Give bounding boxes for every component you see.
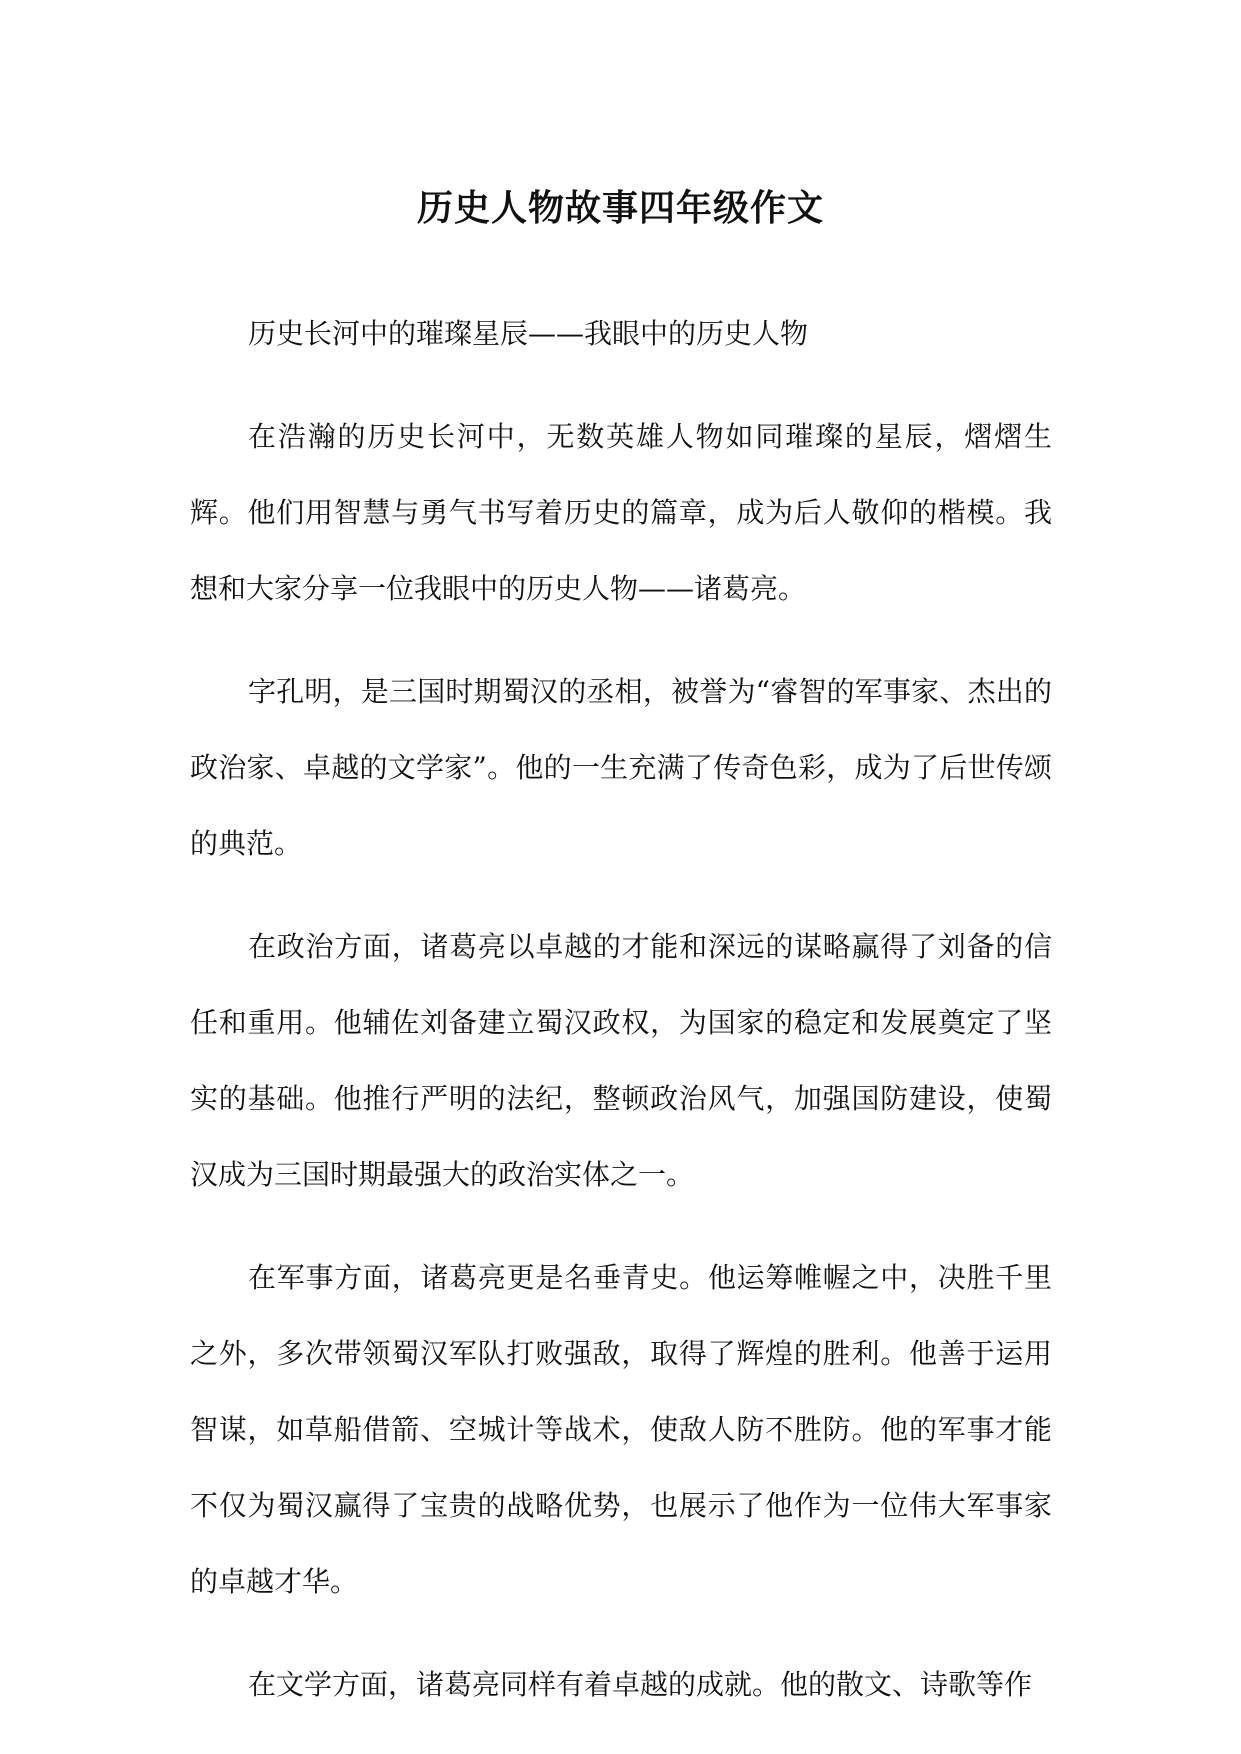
document-title: 历史人物故事四年级作文	[416, 187, 824, 229]
paragraph-profile: 字孔明，是三国时期蜀汉的丞相，被誉为“睿智的军事家、杰出的政治家、卓越的文学家”。他的一生充满了传奇色彩，成为了后世传颂的典范。	[190, 675, 1052, 860]
document-body	[190, 296, 1052, 1750]
paragraph-subtitle: 历史长河中的璀璨星辰——我眼中的历史人物	[248, 317, 809, 350]
paragraph-intro: 在浩瀚的历史长河中，无数英雄人物如同璀璨的星辰，熠熠生辉。他们用智慧与勇气书写着历史的篇章，成为后人敬仰的楷模。我想和大家分享一位我眼中的历史人物——诸葛亮。	[190, 420, 1052, 605]
paragraph-politics: 在政治方面，诸葛亮以卓越的才能和深远的谋略赢得了刘备的信任和重用。他辅佐刘备建立蜀汉政权，为国家的稳定和发展奠定了坚实的基础。他推行严明的法纪，整顿政治风气，加强国防建设，使蜀汉成为三国时期最强大的政治实体之一。	[190, 930, 1052, 1191]
paragraph-literature: 在文学方面，诸葛亮同样有着卓越的成就。他的散文、诗歌等作	[248, 1668, 1033, 1701]
paragraph-military: 在军事方面，诸葛亮更是名垂青史。他运筹帷幄之中，决胜千里之外，多次带领蜀汉军队打败强敌，取得了辉煌的胜利。他善于运用智谋，如草船借箭、空城计等战术，使敌人防不胜防。他的军事才能不仅为蜀汉赢得了宝贵的战略优势，也展示了他作为一位伟大军事家的卓越才华。	[190, 1261, 1052, 1598]
